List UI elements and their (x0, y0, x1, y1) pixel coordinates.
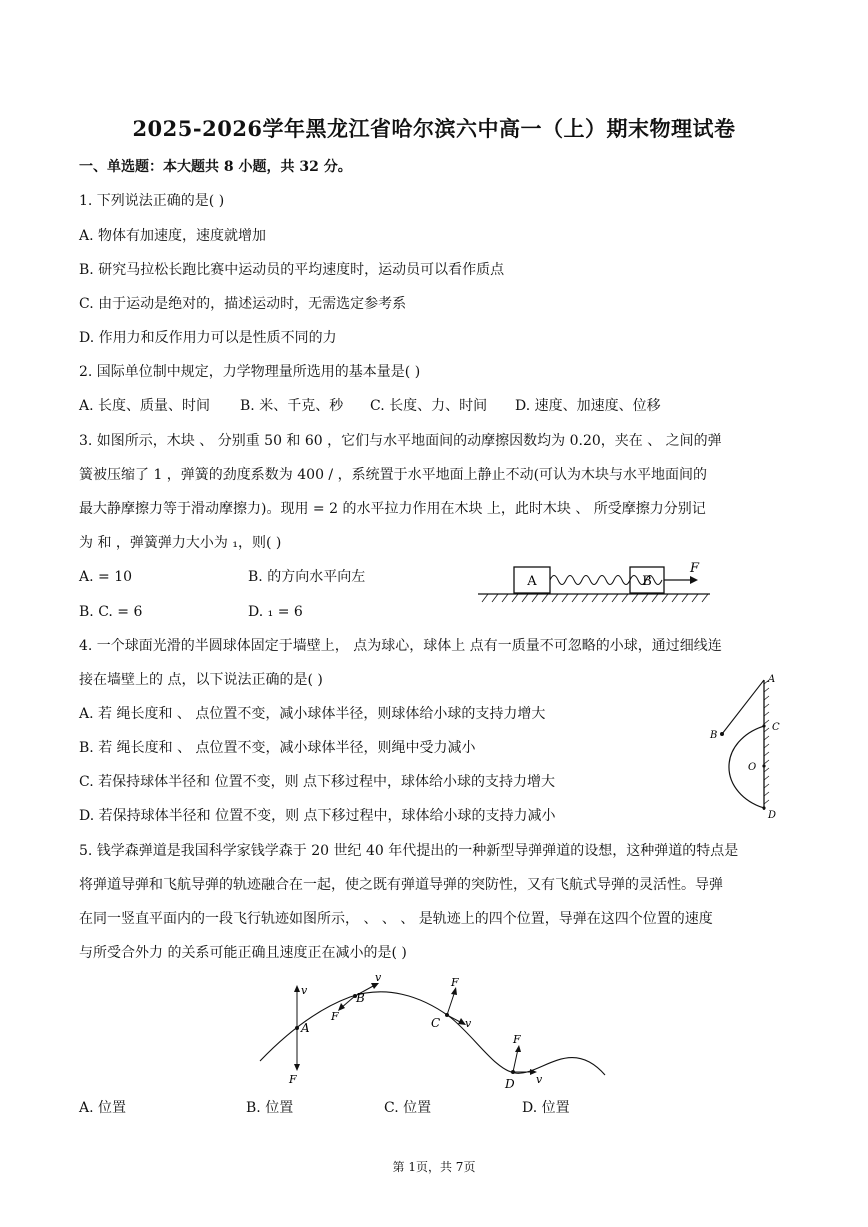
q3-option-c: B. C. = 6 (79, 604, 143, 620)
ball-b (720, 732, 724, 736)
q2-option-c: C. 长度、力、时间 (370, 398, 488, 414)
arrow-head-icon (294, 985, 300, 992)
point-d (762, 806, 765, 809)
q1-option-a: A. 物体有加速度，速度就增加 (79, 228, 267, 244)
q4-option-c: C. 若保持球体半径和 位置不变，则 点下移过程中，球体给小球的支持力增大 (79, 774, 556, 790)
q1-option-d: D. 作用力和反作用力可以是性质不同的力 (79, 330, 337, 346)
q4-option-d: D. 若保持球体半径和 位置不变，则 点下移过程中，球体给小球的支持力减小 (79, 808, 556, 824)
a-f-label: F (289, 1073, 297, 1086)
point-c (762, 724, 765, 727)
q5-option-c: C. 位置 (384, 1100, 432, 1116)
c-v-label: v (465, 1017, 472, 1030)
b-f-label: F (331, 1010, 339, 1023)
c-force-arrow (447, 991, 455, 1015)
string-line (722, 680, 764, 734)
q3-stem-line3: 最大静摩擦力等于滑动摩擦力)。现用 = 2 的水平拉力作用在木块 上，此时木块 、 所受摩擦力分别记 (79, 501, 706, 517)
section-heading: 一、单选题：本大题共 8 小题，共 32 分。 (79, 159, 352, 175)
q5-stem-line3: 在同一竖直平面内的一段飞行轨迹如图所示， 、 、 、 是轨迹上的四个位置，导弹在这四个位置的速度 (79, 911, 713, 927)
d-f-label: F (513, 1033, 521, 1046)
label-b: B (710, 730, 718, 741)
q3-option-d: D. ₁ = 6 (248, 604, 303, 620)
q4-stem-line2: 接在墙壁上的 点，以下说法正确的是( ) (79, 672, 323, 688)
q4-option-a: A. 若 绳长度和 、 点位置不变，减小球体半径，则球体给小球的支持力增大 (79, 706, 546, 722)
q5-option-a: A. 位置 (79, 1100, 127, 1116)
a-v-label: v (301, 984, 308, 997)
d-force-arrow (513, 1049, 518, 1072)
d-v-label: v (536, 1073, 543, 1086)
q5-option-d: D. 位置 (522, 1100, 570, 1116)
q4-stem-line1: 4. 一个球面光滑的半圆球体固定于墙壁上， 点为球心，球体上 点有一质量不可忽略的小球，通过细线连 (79, 638, 722, 654)
ground-hatching (482, 594, 708, 602)
hemisphere-outline (729, 726, 764, 808)
label-d: D (768, 810, 777, 820)
trajectory-figure (255, 965, 615, 1095)
block-a-label: A (527, 574, 537, 589)
q1-option-c: C. 由于运动是绝对的，描述运动时，无需选定参考系 (79, 296, 407, 312)
label-o: O (748, 762, 757, 773)
q5-option-b: B. 位置 (246, 1100, 294, 1116)
page-footer: 第 1页，共 7页 (392, 1160, 476, 1174)
b-v-label: v (375, 971, 382, 984)
q3-option-a: A. = 10 (79, 569, 133, 585)
q3-option-b: B. 的方向水平向左 (248, 569, 366, 585)
spring-blocks-figure (478, 560, 718, 605)
q3-stem-line2: 簧被压缩了 1 ，弹簧的劲度系数为 400 / ，系统置于水平地面上静止不动(可认为木块与水平地面间的 (79, 467, 708, 483)
c-label: C (431, 1016, 441, 1030)
arrow-head-icon (515, 1045, 521, 1052)
block-b-label: B (642, 574, 652, 589)
q2-option-a: A. 长度、质量、时间 (79, 398, 211, 414)
trajectory-curve (260, 992, 605, 1075)
c-f-label: F (451, 976, 459, 989)
force-label: F (690, 561, 700, 576)
q5-stem-line4: 与所受合外力 的关系可能正确且速度正在减小的是( ) (79, 945, 407, 961)
q5-stem-line2: 将弹道导弹和飞航导弹的轨迹融合在一起，使之既有弹道导弹的突防性，又有飞航式导弹的灵活性。导弹 (79, 877, 723, 893)
q2-option-d: D. 速度、加速度、位移 (515, 398, 661, 414)
label-c: C (772, 722, 780, 733)
label-a: A (768, 674, 776, 685)
page-title: 2025-2026学年黑龙江省哈尔滨六中高一（上）期末物理试卷 (132, 116, 736, 141)
q2-stem: 2. 国际单位制中规定，力学物理量所选用的基本量是( ) (79, 364, 421, 380)
wall-hatching (764, 680, 769, 804)
d-label: D (505, 1077, 515, 1091)
arrow-head-icon (690, 576, 698, 584)
q2-option-b: B. 米、千克、秒 (240, 398, 344, 414)
q1-option-b: B. 研究马拉松长跑比赛中运动员的平均速度时，运动员可以看作质点 (79, 262, 505, 278)
q4-option-b: B. 若 绳长度和 、 点位置不变，减小球体半径，则绳中受力减小 (79, 740, 476, 756)
point-o (762, 764, 765, 767)
hemisphere-figure (700, 668, 790, 820)
q3-stem-line4: 为 和 ，弹簧弹力大小为 ₁，则( ) (79, 535, 282, 551)
q3-stem-line1: 3. 如图所示，木块 、 分别重 50 和 60 ，它们与水平地面间的动摩擦因数均为 0.20，夹在 、 之间的弹 (79, 433, 722, 449)
a-label: A (301, 1021, 310, 1035)
arrow-head-icon (338, 1003, 345, 1011)
q1-stem: 1. 下列说法正确的是( ) (79, 193, 225, 209)
b-label: B (356, 991, 365, 1005)
q5-stem-line1: 5. 钱学森弹道是我国科学家钱学森于 20 世纪 40 年代提出的一种新型导弹弹道的设想，这种弹道的特点是 (79, 843, 739, 859)
arrow-head-icon (294, 1064, 300, 1071)
